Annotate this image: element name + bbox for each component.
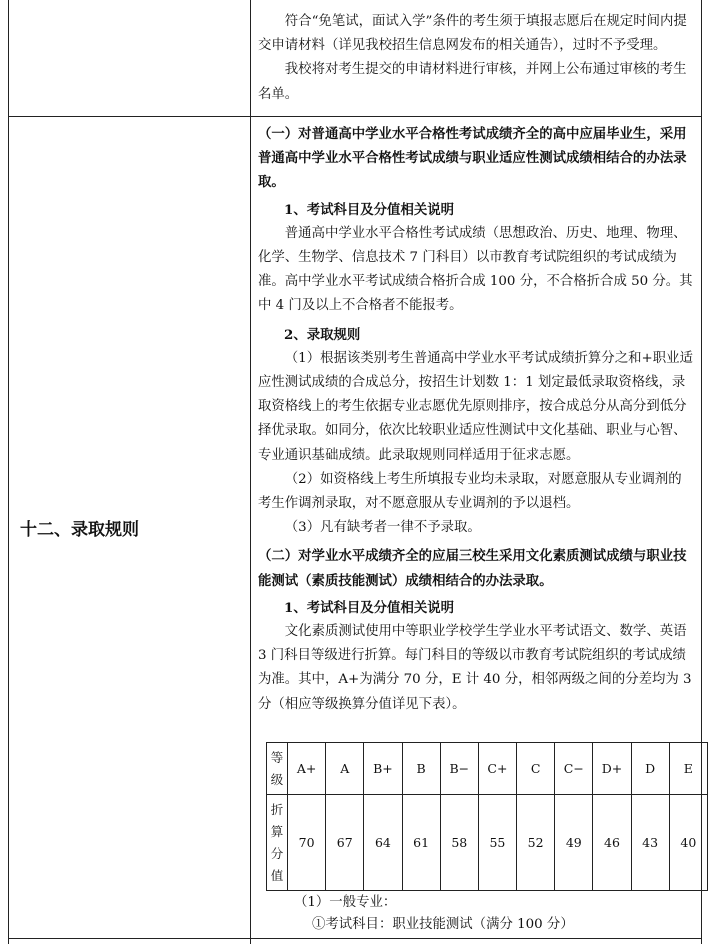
score-cell: 52	[517, 795, 555, 891]
part1-sub2-title: 2、录取规则	[284, 326, 361, 343]
grade-cell: C−	[555, 743, 593, 795]
part1-sub1-text: 普通高中学业水平合格性考试成绩（思想政治、历史、地理、物理、化学、生物学、信息技术 7 门科目）以市教育考试院组织的考试成绩为准。高中学业水平考试成绩合格折合成 100 分，不合格折合成 50 分。其中 4 门及以上不合格者不能报考。	[258, 225, 693, 314]
score-cell: 49	[555, 795, 593, 891]
exam-subject-line: ①考试科目：职业技能测试（满分 100 分）	[312, 917, 574, 932]
part1-sub1-title: 1、考试科目及分值相关说明	[284, 201, 455, 218]
section-label: 十二、录取规则	[20, 520, 139, 540]
document-page	[8, 0, 702, 944]
row1-paragraph-2: 我校将对考生提交的申请材料进行审核，并网上公布通过审核的考生名单。	[258, 62, 687, 102]
grade-conversion-table	[266, 742, 708, 891]
rules-content	[258, 122, 694, 717]
rule-1: （1）根据该类别考生普通高中学业水平考试成绩折算分之和+职业适应性测试成绩的合成总分，按招生计划数 1：1 划定最低录取资格线，录取资格线上的考生依据专业志愿优先原则排序，按合成总分从高分到低分择优录取。如同分，依次比较职业适应性测试中文化基础、职业与心智、专业通识基础成绩。此录取规则同样适用于征求志愿。	[258, 350, 693, 463]
score-cell: 55	[478, 795, 516, 891]
rule-2: （2）如资格线上考生所填报专业均未录取，对愿意服从专业调剂的考生作调剂录取，对不愿意服从专业调剂的予以退档。	[258, 471, 682, 512]
grade-cell: A+	[288, 743, 326, 795]
grade-cell: C+	[478, 743, 516, 795]
score-row	[267, 795, 708, 891]
score-cell: 46	[593, 795, 631, 891]
grade-cell: D	[631, 743, 669, 795]
part2-sub1-text: 文化素质测试使用中等职业学校学生学业水平考试语文、数学、英语 3 门科目等级进行折算。每门科目的等级以市教育考试院组织的考试成绩为准。其中，A+为满分 70 分，E 计 40 分，相邻两级之间的分差均为 3 分（相应等级换算分值详见下表）。	[258, 624, 692, 712]
grade-cell: C	[517, 743, 555, 795]
score-cell: 70	[288, 795, 326, 891]
rule-3: （3）凡有缺考者一律不予录取。	[284, 520, 481, 536]
grade-row-header: 等级	[267, 743, 288, 795]
general-major-label: （1）一般专业：	[294, 895, 397, 910]
grade-row	[267, 743, 708, 795]
score-cell: 64	[364, 795, 402, 891]
grade-cell: B	[402, 743, 440, 795]
score-cell: 61	[402, 795, 440, 891]
score-cell: 67	[326, 795, 364, 891]
grade-cell: A	[326, 743, 364, 795]
column-divider	[250, 0, 251, 944]
part2-sub1-title: 1、考试科目及分值相关说明	[284, 599, 455, 616]
row-divider-bottom	[8, 938, 702, 939]
score-cell: 43	[631, 795, 669, 891]
part2-heading: （二）对学业水平成绩齐全的应届三校生采用文化素质测试成绩与职业技能测试（素质技能测试）成绩相结合的办法录取。	[258, 548, 687, 589]
grade-cell: E	[669, 743, 707, 795]
part1-heading: （一）对普通高中学业水平合格性考试成绩齐全的高中应届毕业生，采用普通高中学业水平合格性考试成绩与职业适应性测试成绩相结合的办法录取。	[258, 126, 687, 191]
row1-content	[258, 10, 694, 107]
score-row-header: 折算分值	[267, 795, 288, 891]
grade-cell: D+	[593, 743, 631, 795]
row1-paragraph-1: 符合“免笔试，面试入学”条件的考生须于填报志愿后在规定时间内提交申请材料（详见我校招生信息网发布的相关通告），过时不予受理。	[258, 14, 687, 54]
grade-cell: B−	[440, 743, 478, 795]
score-cell: 40	[669, 795, 707, 891]
score-cell: 58	[440, 795, 478, 891]
section-label-cell	[8, 117, 250, 938]
grade-cell: B+	[364, 743, 402, 795]
